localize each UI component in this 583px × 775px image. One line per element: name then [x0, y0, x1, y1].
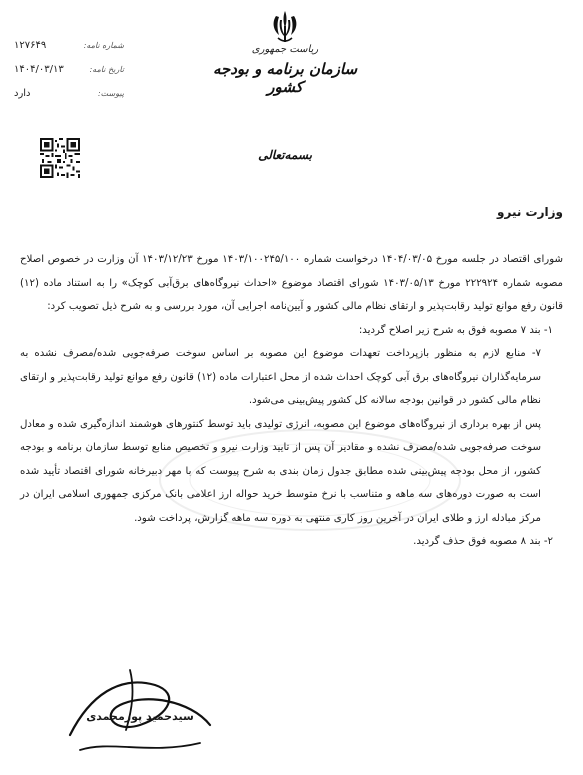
body-intro-paragraph: شورای اقتصاد در جلسه مورخ ۱۴۰۴/۰۳/۰۵ درخواست شماره ۱۴۰۳/۱۰۰۲۴۵/۱۰۰ مورخ ۱۴۰۳/۱۲/۲۳ آن وزارت در خصوص اصلاح مصوبه شماره ۲۲۲۹۲۴ مورخ ۱۴۰۳/۰۵/۱۳ شورای اقتصاد موضوع «احداث نیروگاه‌های برق‌آبی کوچک» را به استناد ماده (۱۲) قانون رفع موانع تولید رقابت‌پذیر و ارتقای نظام مالی کشور و آیین‌نامه اجرایی آن، مورد بررسی و به شرح ذیل تصویب کرد:	[20, 254, 563, 312]
attachment-value: دارد	[14, 88, 31, 99]
bismillah-heading: بسمه‌تعالی	[258, 148, 312, 162]
meta-attachment-row	[14, 88, 124, 112]
organization-subtitle: ریاست جمهوری	[251, 44, 319, 55]
recipient: وزارت نیرو	[497, 205, 563, 219]
qr-code-icon	[40, 138, 80, 178]
letter-meta	[14, 40, 124, 112]
signer-name: سیدحمید پورمحمدی	[86, 710, 194, 723]
letter-body	[20, 248, 563, 554]
letter-number-value: ۱۲۷۶۴۹	[14, 40, 47, 51]
attachment-label: پیوست:	[97, 89, 124, 98]
iran-emblem-icon	[268, 8, 302, 46]
meta-number-row	[14, 40, 124, 64]
clause-7-paragraph: ۷- منابع لازم به منظور بازپرداخت تعهدات موضوع این مصوبه بر اساس سوخت صرفه‌جویی شده/مصرف نشده به سرمایه‌گذاران نیروگاه‌های برق آبی کوچک احداث شده از محل اعتبارات ماده (۱۲) قانون رفع موانع تولید رقابت‌پذیر و ارتقای نظام مالی کشور در قوانین بودجه سالانه کل کشور پیش‌بینی می‌شود.	[20, 348, 541, 406]
letter-date-label: تاریخ نامه:	[89, 65, 124, 74]
meta-date-row	[14, 64, 124, 88]
clause-7-continuation: پس از بهره برداری از نیروگاه‌های موضوع این مصوبه، انرژی تولیدی باید توسط کنتورهای هوشمند اندازه‌گیری شده و معادل سوخت صرفه‌جویی شده/مصرف نشده و مقادیر آن پس از تایید وزارت نیرو و تخصیص منابع توسط سازمان برنامه و بودجه کشور، از محل بودجه پیش‌بینی شده مطابق جدول زمان بندی به شرح پیوست که با مهر دبیرخانه شورای اقتصاد تأیید شده است به صورت دوره‌های سه ماهه و متناسب با نرخ متوسط خرید حواله ارز اعلامی بانک مرکزی جمهوری اسلامی ایران در مرکز مبادله ارز و طلای ایران در آخرین روز کاری منتهی به دوره سه ماهه گزارش، پرداخت شود.	[20, 418, 541, 524]
organization-name: سازمان برنامه و بودجه کشور	[212, 60, 358, 96]
letter-date-value: ۱۴۰۴/۰۳/۱۳	[14, 64, 64, 75]
letter-number-label: شماره نامه:	[83, 41, 124, 50]
resolution-item-1: ۱- بند ۷ مصوبه فوق به شرح زیر اصلاح گردید:	[358, 324, 553, 336]
resolution-item-2: ۲- بند ۸ مصوبه فوق حذف گردید.	[413, 536, 553, 547]
